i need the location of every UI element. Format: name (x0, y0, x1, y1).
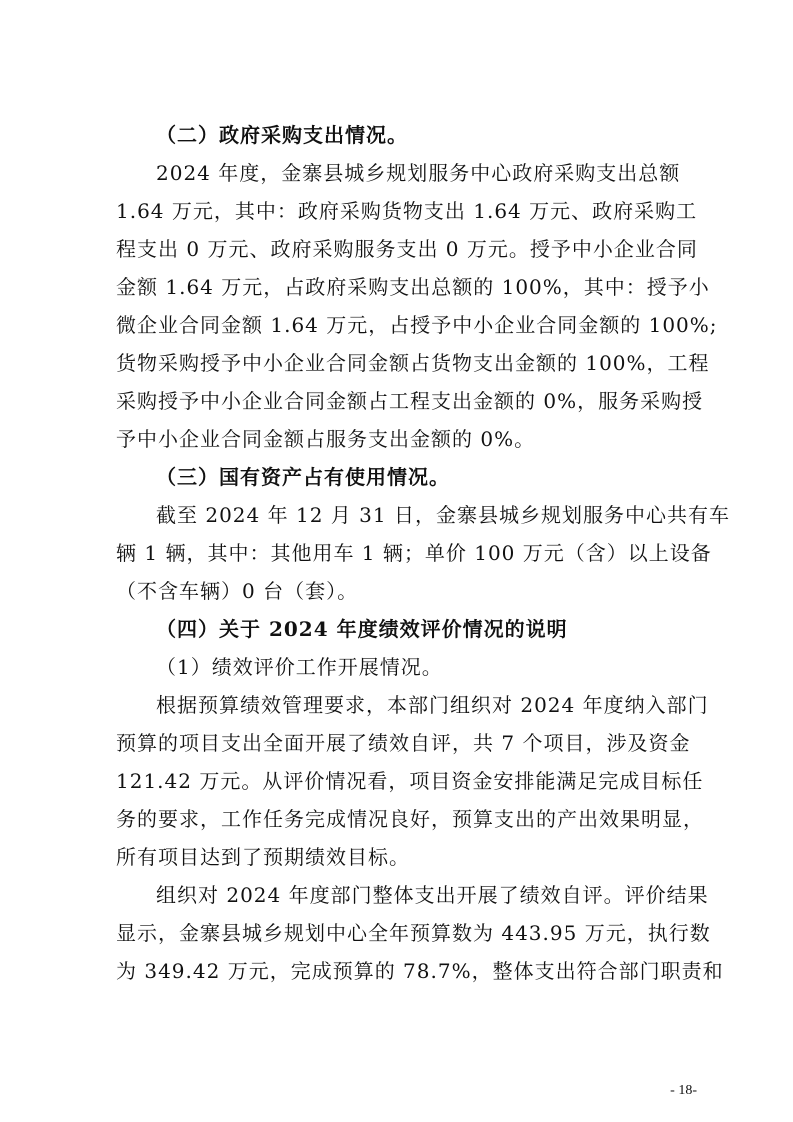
paragraph-line: 截至 2024 年 12 月 31 日，金寨县城乡规划服务中心共有车 (156, 503, 730, 527)
paragraph-line: 2024 年度，金寨县城乡规划服务中心政府采购支出总额 (156, 161, 681, 185)
paragraph-line: 金额 1.64 万元，占政府采购支出总额的 100%，其中：授予小 (116, 275, 710, 299)
paragraph-line: 予中小企业合同金额占服务支出金额的 0%。 (116, 427, 536, 451)
paragraph-line: 务的要求，工作任务完成情况良好，预算支出的产出效果明显， (116, 807, 704, 831)
section-heading-performance-evaluation: （四）关于 2024 年度绩效评价情况的说明 (156, 617, 568, 641)
paragraph-line: 显示，金寨县城乡规划中心全年预算数为 443.95 万元，执行数 (116, 921, 711, 945)
subsection-heading: （1）绩效评价工作开展情况。 (156, 655, 443, 679)
paragraph-line: 根据预算绩效管理要求，本部门组织对 2024 年度纳入部门 (156, 693, 709, 717)
section-heading-state-assets: （三）国有资产占有使用情况。 (156, 465, 450, 489)
document-body (116, 116, 730, 990)
page-number: - 18- (670, 1083, 697, 1098)
paragraph-line: 为 349.42 万元，完成预算的 78.7%，整体支出符合部门职责和 (116, 959, 724, 983)
paragraph-line: 微企业合同金额 1.64 万元，占授予中小企业合同金额的 100%; (116, 313, 718, 337)
paragraph-line: 1.64 万元，其中：政府采购货物支出 1.64 万元、政府采购工 (116, 199, 698, 223)
paragraph-line: 组织对 2024 年度部门整体支出开展了绩效自评。评价结果 (156, 883, 709, 907)
paragraph-line: 程支出 0 万元、政府采购服务支出 0 万元。授予中小企业合同 (116, 237, 698, 261)
paragraph-line: 所有项目达到了预期绩效目标。 (116, 845, 410, 869)
paragraph-line: 货物采购授予中小企业合同金额占货物支出金额的 100%，工程 (116, 351, 710, 375)
paragraph-line: 121.42 万元。从评价情况看，项目资金安排能满足完成目标任 (116, 769, 704, 793)
paragraph-line: （不含车辆）0 台（套）。 (116, 579, 359, 603)
paragraph-line: 采购授予中小企业合同金额占工程支出金额的 0%，服务采购授 (116, 389, 704, 413)
paragraph-line: 预算的项目支出全面开展了绩效自评，共 7 个项目，涉及资金 (116, 731, 691, 755)
section-heading-government-procurement: （二）政府采购支出情况。 (156, 123, 408, 147)
paragraph-line: 辆 1 辆，其中：其他用车 1 辆；单价 100 万元（含）以上设备 (116, 541, 712, 565)
